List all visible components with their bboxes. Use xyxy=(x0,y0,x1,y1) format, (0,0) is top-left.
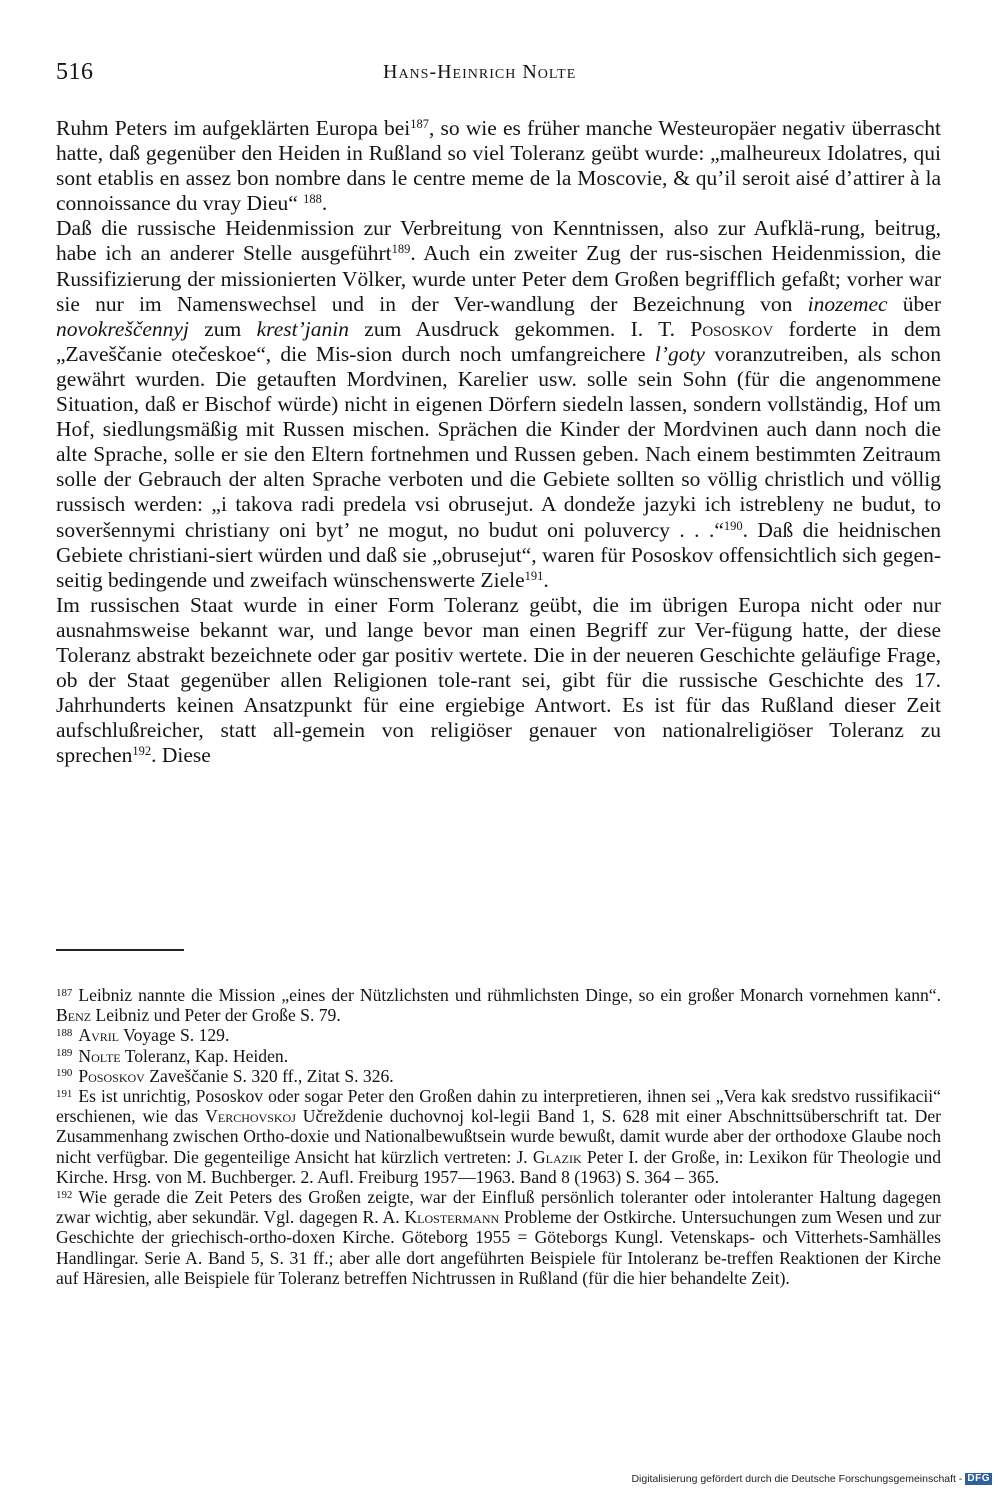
author-name: Pososkov xyxy=(690,316,774,341)
text-run: , so wie es früher manche Westeuropäer negativ überrascht hatte, daß gegenüber den Heiden in Rußland so viel Toleranz geübt wurde: „malheureux Idolatres, qui sont etablis en assez bon nombre dans le centre meme de la Moscovie, & qu’il seroit aisé d’attirer à la connoissance du vray Dieu“ xyxy=(56,116,942,216)
text-run: . Auch ein zweiter Zug der rus-sischen Heidenmission, die Russifizierung der missionierten Völker, wurde unter Peter dem Großen begrifflich gefaßt; vorher war sie nur im Namenswechsel und in der Ver-wandlung der Bezeichnung von xyxy=(56,241,941,316)
footnote-ref-188[interactable]: 188 xyxy=(303,192,322,207)
author-name: Avril xyxy=(78,1025,120,1046)
italic-term: inozemec xyxy=(807,291,888,316)
text-run: Učreždenie duchovnoj kol-legii Band 1, S. 628 mit einer Abschnittsüberschrift tat. Der Zusammenhang zwischen Ortho-doxie und Nationalbewußtsein wurde bewußt, damit wurde aber der orthodoxe Glaube noch nicht verfügbar. Die gegenteilige Ansicht hat kürzlich vertreten: J. xyxy=(56,1106,941,1167)
footnote-number: 187 xyxy=(56,986,73,999)
footnote-number: 191 xyxy=(56,1087,73,1100)
italic-term: l’goty xyxy=(654,341,705,366)
text-run: . Diese xyxy=(151,743,211,768)
footnote-191 xyxy=(56,1086,941,1187)
text-run: zum Ausdruck gekommen. I. T. xyxy=(348,316,691,341)
text-run: forderte in dem „Zaveščanie otečeskoe“, die Mis-sion durch noch umfangreichere xyxy=(56,316,941,366)
footnote-number: 190 xyxy=(56,1067,73,1080)
footnotes xyxy=(56,985,941,1288)
text-run: Voyage S. 129. xyxy=(119,1025,230,1046)
text-run: Leibniz nannte die Mission „eines der Nützlichsten und rühmlichsten Dinge, so ein großer Monarch vornehmen kann“. xyxy=(78,985,941,1005)
paragraph-1 xyxy=(56,116,941,216)
running-head: Hans-Heinrich Nolte xyxy=(383,61,577,83)
footnote-number: 189 xyxy=(56,1047,73,1060)
italic-term: krest’janin xyxy=(256,316,349,341)
footnote-189 xyxy=(56,1046,941,1066)
footnote-190 xyxy=(56,1066,941,1086)
page-number: 516 xyxy=(56,59,94,85)
text-run: . xyxy=(543,567,549,592)
text-run: Peter I. der Große, in: Lexikon für Theologie und Kirche. Hrsg. von M. Buchberger. 2. Aufl. Freiburg 1957—1963. Band 8 (1963) S. 364 – 365. xyxy=(56,1146,941,1187)
paragraph-2 xyxy=(56,216,941,592)
author-name: Klostermann xyxy=(404,1207,500,1228)
dfg-logo-icon: DFG xyxy=(967,1473,990,1484)
footnote-separator xyxy=(56,949,184,951)
footnote-ref-190[interactable]: 190 xyxy=(723,518,743,533)
footnote-ref-192[interactable]: 192 xyxy=(132,744,152,759)
text-run: . xyxy=(321,191,328,216)
text-run: Zaveščanie S. 320 ff., Zitat S. 326. xyxy=(144,1065,394,1086)
text-run: Es ist unrichtig, Pososkov oder sogar Peter den Großen dahin zu interpretieren, ihnen sei „Vera kak sredstvo russifikacii“ erschienen, wie das xyxy=(56,1086,941,1127)
text-run: Probleme der Ostkirche. Untersuchungen zum Wesen und zur Geschichte der griechisch-ortho-doxen Kirche. Göteborg 1955 = Göteborgs Kungl. Vetenskaps- och Vitterhets-Samhälles Handlingar. Serie A. Band 5, S. 31 ff.; aber alle dort angeführten Beispiele für Intoleranz be-treffen Reaktionen der Kirche auf Häresien, alle Beispiele für Toleranz betreffen Nichtrussen in Rußland (für die hier behandelte Zeit). xyxy=(56,1207,942,1288)
text-run: Leibniz und Peter der Große S. 79. xyxy=(91,1005,341,1026)
footnote-ref-187[interactable]: 187 xyxy=(410,117,429,132)
text-run: über xyxy=(887,291,942,316)
footnote-ref-191[interactable]: 191 xyxy=(524,568,544,583)
author-name: Nolte xyxy=(78,1045,121,1066)
footnote-number: 192 xyxy=(56,1188,73,1201)
footnote-number: 188 xyxy=(56,1026,73,1039)
footnote-ref-189[interactable]: 189 xyxy=(391,242,411,257)
text-run: Ruhm Peters im aufgeklärten Europa bei xyxy=(56,116,411,140)
text-run: Im russischen Staat wurde in einer Form Toleranz geübt, die im übrigen Europa nicht oder nur ausnahmsweise bekannt war, und lange bevor man einen Begriff zur Ver-fügung hatte, der diese Toleranz abstrakt bezeichnete oder gar positiv wertete. Die in der neueren Geschichte geläufige Frage, ob der Staat gegenüber allen Religionen tole-rant sei, gibt für die russische Geschichte des 17. Jahrhunderts keinen Ansatzpunkt für eine ergiebige Antwort. Es ist für das Rußland dieser Zeit aufschlußreicher, statt all-gemein von religiöser genauer von nationalreligiöser Toleranz zu sprechen xyxy=(56,592,941,768)
footnote-192 xyxy=(56,1187,941,1288)
text-run: . Daß die heidnischen Gebiete christiani-siert würden und daß sie „obrusejut“, waren für Pososkov offensichtlich sich gegen-seitig bedingende und zweifach wünschenswerte Ziele xyxy=(56,517,942,592)
text-run: Wie gerade die Zeit Peters des Großen zeigte, war der Einfluß persönlich toleranter oder intoleranter Haltung dagegen zwar wichtig, aber sekundär. Vgl. dagegen R. A. xyxy=(56,1187,941,1228)
footnote-187 xyxy=(56,985,941,1025)
digitization-note: Digitalisierung gefördert durch die Deutsche Forschungsgemeinschaft - xyxy=(631,1473,963,1485)
digitization-footer xyxy=(631,1472,992,1486)
author-name: Pososkov xyxy=(78,1065,145,1086)
text-run: voranzutreiben, als schon gewährt wurden. Die getauften Mordvinen, Karelier usw. solle sein Sohn (für die angenommene Situation, daß er Bischof würde) nicht in eigenen Dörfern siedeln lassen, sondern vollständig, Hof um Hof, siedlungsmäßig mit Russen mischen. Sprächen die Kinder der Mordvinen auch dann noch die alte Sprache, solle er sie den Eltern fortnehmen und Russen geben. Nach einem bestimmten Zeitraum solle der Gebrauch der alten Sprache verboten und die Gebiete sollten so völlig christlich und völlig russisch werden: „i takova radi predela vsi obrusejut. A dondeže jazyki ich istrebleny ne budut, to soveršennymi christiany oni byt’ ne mogut, no budut oni poluvercy . . .“ xyxy=(56,341,941,542)
footnote-188 xyxy=(56,1025,941,1045)
author-name: Glazik xyxy=(532,1146,582,1167)
text-run: zum xyxy=(188,316,257,341)
author-name: Verchovskoj xyxy=(205,1106,296,1127)
main-text xyxy=(56,116,941,768)
italic-term: novokreščennyj xyxy=(56,316,189,341)
author-name: Benz xyxy=(56,1005,92,1026)
text-run: Daß die russische Heidenmission zur Verbreitung von Kenntnissen, also zur Aufklä-rung, beitrug, habe ich an anderer Stelle ausgeführt xyxy=(56,216,941,266)
text-run: Toleranz, Kap. Heiden. xyxy=(120,1045,289,1066)
paragraph-3 xyxy=(56,593,941,769)
